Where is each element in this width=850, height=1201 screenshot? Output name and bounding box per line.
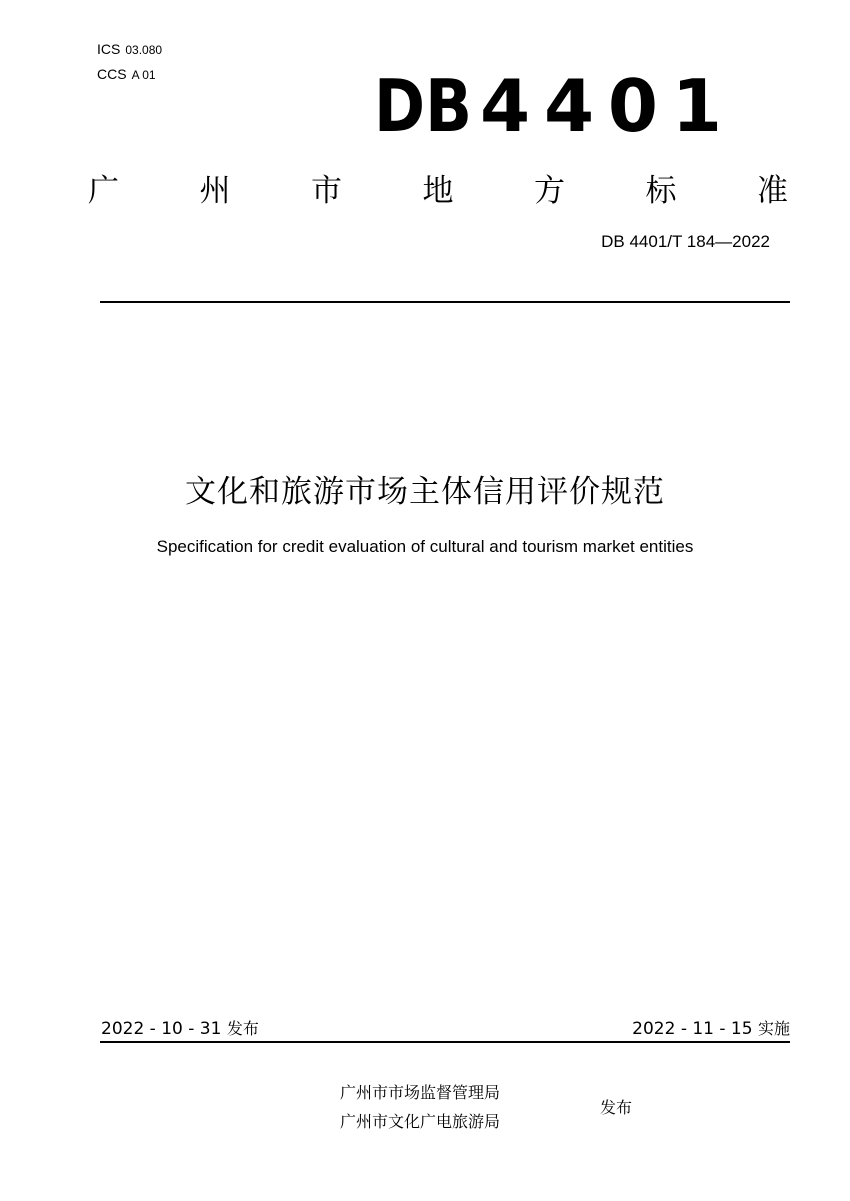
standard-type [88, 165, 788, 209]
bottom-divider [100, 1041, 790, 1043]
implement-date-suffix: 实施 [757, 1019, 790, 1038]
ccs-label: CCS [97, 66, 127, 82]
standard-type-char: 市 [311, 173, 342, 209]
db-logo-letters: DB [374, 70, 472, 140]
implement-date-value: 2022 - 11 - 15 [632, 1019, 753, 1039]
standard-type-char: 州 [199, 173, 231, 209]
standard-type-char: 地 [422, 173, 454, 209]
standard-type-char: 标 [645, 173, 677, 209]
publish-date-suffix: 发布 [226, 1019, 259, 1038]
standard-type-char: 方 [534, 173, 565, 209]
publish-date-value: 2022 - 10 - 31 [101, 1019, 222, 1039]
issue-label: 发布 [600, 1098, 633, 1117]
top-divider [100, 301, 790, 303]
ccs-line [97, 66, 156, 83]
implement-date [632, 1016, 790, 1039]
standard-type-char: 准 [757, 173, 788, 209]
standard-type-char: 广 [88, 173, 119, 209]
issuer-culture-tourism: 广州市文化广电旅游局 [340, 1112, 501, 1131]
ccs-value: A 01 [131, 68, 156, 82]
ics-label: ICS [97, 41, 121, 57]
ics-line [97, 41, 162, 58]
title-chinese: 文化和旅游市场主体信用评价规范 [185, 474, 665, 510]
db-logo-code: 4401 [480, 70, 722, 140]
title-english: Specification for credit evaluation of cultural and tourism market entities [156, 537, 694, 556]
ics-value: 03.080 [125, 43, 163, 57]
issuer-market-regulation: 广州市市场监督管理局 [340, 1083, 501, 1102]
publish-date [101, 1016, 259, 1039]
db-logo [372, 70, 732, 140]
standard-code: DB 4401/T 184—2022 [601, 232, 770, 251]
